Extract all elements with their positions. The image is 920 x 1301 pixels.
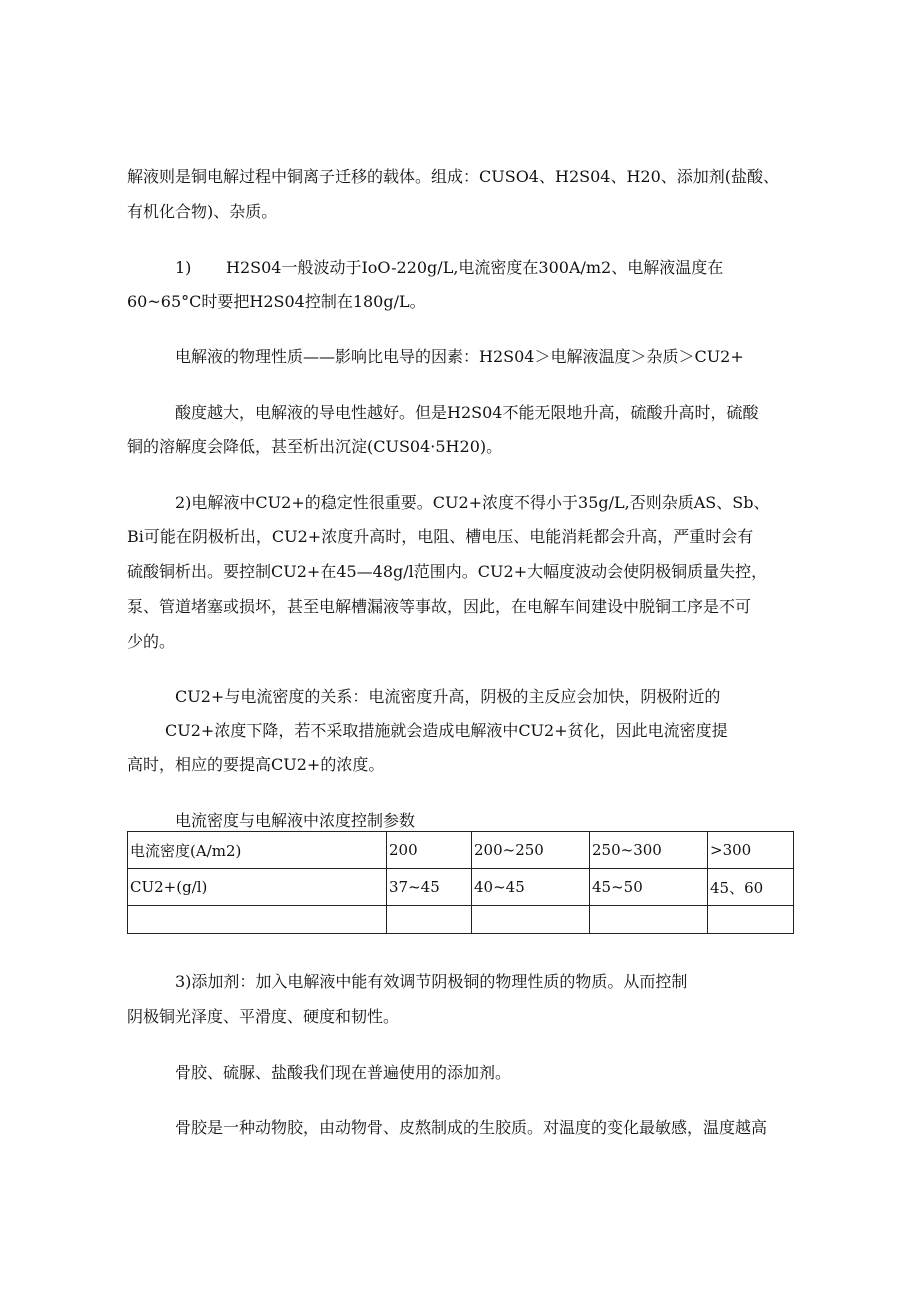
para-composition-line-2: 有机化合物)、杂质。 [127,202,278,221]
table-cell: 200~250 [472,832,590,869]
para-acidity-line-2: 铜的溶解度会降低，甚至析出沉淀(CUS04·5H20)。 [127,437,503,456]
table-cell [387,906,472,934]
item-1-line-1: H2S04一般波动于IoO-220g/L,电流密度在300A/m2、电解液温度在 [226,258,724,277]
para-additives: 骨胶、硫脲、盐酸我们现在普遍使用的添加剂。 [175,1063,512,1082]
table-row [128,906,794,934]
table-cell: >300 [708,832,794,869]
table-cell: 电流密度(A/m2) [128,832,387,869]
item-1-line-2: 60~65°C时要把H2S04控制在180g/L。 [127,292,426,311]
table-row [128,832,794,869]
para-composition-line-1: 解液则是铜电解过程中铜离子迁移的载体。组成：CUSO4、H2S04、H20、添加剂(盐酸、 [127,167,779,186]
table-cell: CU2+(g/l) [128,869,387,906]
table-cell [472,906,590,934]
para-acidity-line-1: 酸度越大，电解液的导电性越好。但是H2S04不能无限地升高，硫酸升高时，硫酸 [175,403,759,422]
table-cell: 250~300 [590,832,708,869]
item-2-line-1: 2)电解液中CU2+的稳定性很重要。CU2+浓度不得小于35g/L,否则杂质AS、Sb、 [175,493,770,512]
item-2-line-3: 硫酸铜析出。要控制CU2+在45—48g/l范围内。CU2+大幅度波动会使阴极铜质量失控， [127,562,768,581]
item-1-number: 1) [175,258,192,277]
para-bone-glue: 骨胶是一种动物胶，由动物骨、皮熬制成的生胶质。对温度的变化最敏感，温度越高 [175,1118,768,1137]
item-2-line-5: 少的。 [127,632,176,651]
table-cell: 40~45 [472,869,590,906]
control-parameters-table [127,831,794,934]
item-2-line-2: Bi可能在阴极析出，CU2+浓度升高时，电阻、槽电压、电能消耗都会升高，严重时会有 [127,527,754,546]
table-cell: 45~50 [590,869,708,906]
table-title: 电流密度与电解液中浓度控制参数 [175,811,416,830]
table-cell: 200 [387,832,472,869]
item-2-line-4: 泵、管道堵塞或损坏，甚至电解槽漏液等事故，因此，在电解车间建设中脱铜工序是不可 [127,597,752,616]
para-relation-line-2: CU2+浓度下降，若不采取措施就会造成电解液中CU2+贫化，因此电流密度提 [165,721,728,740]
table-cell [128,906,387,934]
table-row [128,869,794,906]
para-relation-line-1: CU2+与电流密度的关系：电流密度升高，阴极的主反应会加快，阴极附近的 [175,687,721,706]
para-relation-line-3: 高时，相应的要提高CU2+的浓度。 [127,755,385,774]
table-cell [590,906,708,934]
table-cell: 45、60 [708,869,794,906]
table-cell: 37~45 [387,869,472,906]
para-physical-properties: 电解液的物理性质——影响比电导的因素：H2S04＞电解液温度＞杂质＞CU2+ [175,347,744,366]
item-3-line-2: 阴极铜光泽度、平滑度、硬度和韧性。 [127,1007,400,1026]
item-3-line-1: 3)添加剂：加入电解液中能有效调节阴极铜的物理性质的物质。从而控制 [175,972,688,991]
table-cell [708,906,794,934]
